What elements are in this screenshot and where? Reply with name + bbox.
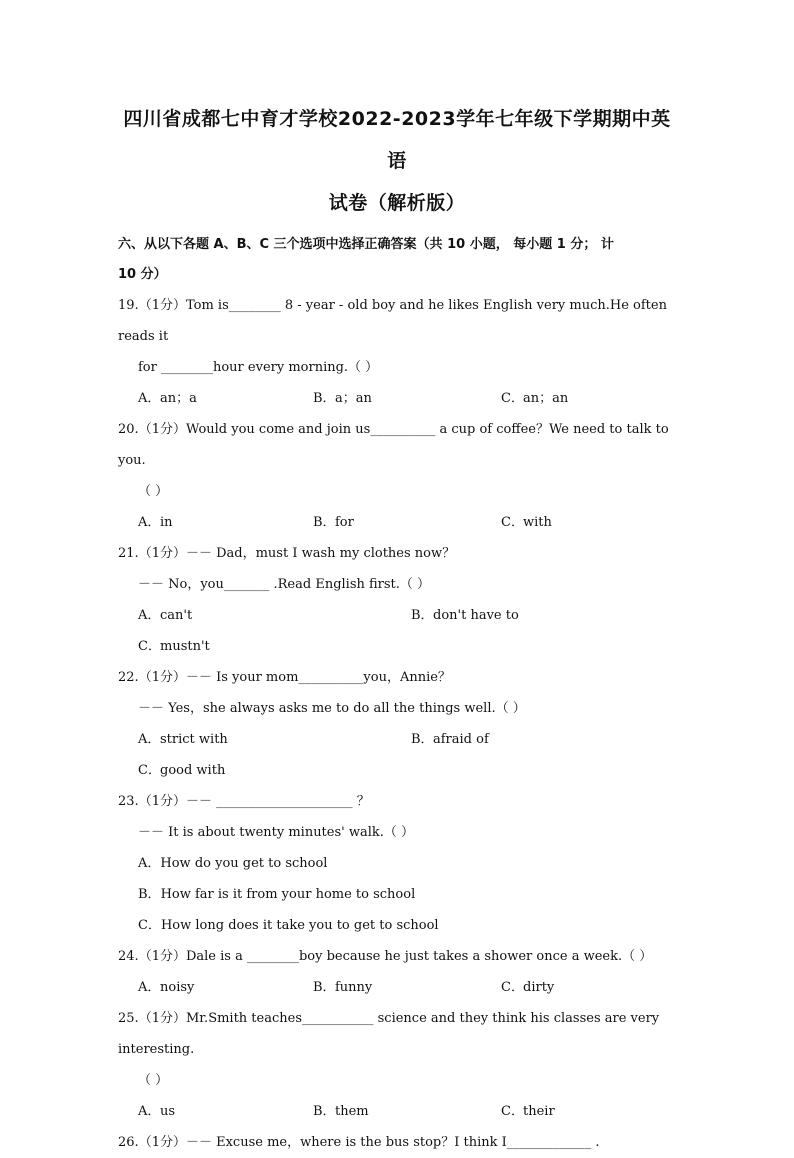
option-text: noisy (160, 980, 195, 995)
options-row (118, 507, 676, 538)
option-text: can't (160, 608, 193, 623)
question-number: 22. (118, 670, 139, 685)
option-c (118, 631, 676, 662)
option-text: How do you get to school (160, 856, 328, 871)
option-text: a；an (335, 391, 372, 406)
option-a (138, 507, 313, 538)
question-stem (118, 290, 676, 352)
question-23 (118, 786, 676, 848)
question-dialogue-line: －－ No，you_______ .Read English first.（ ） (138, 577, 431, 592)
section-heading (118, 230, 676, 290)
options-row (118, 972, 676, 1003)
section-heading-line1: 六、从以下各题 A、B、C 三个选项中选择正确答案（共 10 小题， 每小题 1 分； 计 (118, 237, 614, 252)
option-key: C． (501, 391, 524, 406)
question-24 (118, 941, 676, 972)
options-row (118, 383, 676, 414)
question-dialogue-line: －－ It is about twenty minutes' walk.（ ） (138, 825, 415, 840)
option-key: A． (138, 608, 161, 623)
option-text: with (523, 515, 552, 530)
option-key: B． (313, 1104, 336, 1119)
question-25 (118, 1003, 676, 1096)
option-text: good with (160, 763, 226, 778)
question-stem (118, 786, 676, 817)
question-text: （1分）Tom is________ 8 - year - old boy and he likes English very much.He often reads it (118, 298, 667, 344)
option-key: A． (138, 515, 161, 530)
question-text: （1分）Would you come and join us__________ a cup of coffee？We need to talk to you. (118, 422, 669, 468)
option-text: us (160, 1104, 176, 1119)
option-key: A． (138, 856, 161, 871)
option-c (501, 1096, 555, 1127)
option-b (313, 383, 501, 414)
option-key: B． (138, 887, 161, 902)
option-a (138, 383, 313, 414)
options-row (118, 600, 676, 631)
option-c (501, 972, 554, 1003)
option-text: funny (335, 980, 373, 995)
question-text-continued: （ ） (138, 1073, 169, 1088)
option-text: them (335, 1104, 369, 1119)
question-text: （1分）Mr.Smith teaches___________ science and they think his classes are very interesting. (118, 1011, 660, 1057)
option-a (118, 848, 676, 879)
question-stem (118, 1003, 676, 1065)
question-text: （1分）－－ Dad，must I wash my clothes now？ (138, 546, 456, 561)
question-number: 20. (118, 422, 139, 437)
option-b (411, 724, 489, 755)
option-text: their (523, 1104, 555, 1119)
option-b (313, 972, 501, 1003)
question-text: （1分）－－ Excuse me，where is the bus stop？I think I_____________ . (138, 1135, 600, 1150)
question-21 (118, 538, 676, 600)
question-stem (118, 414, 676, 476)
option-text: an；an (523, 391, 569, 406)
question-number: 21. (118, 546, 139, 561)
option-key: B． (411, 732, 434, 747)
option-key: C． (138, 918, 161, 933)
section-heading-line2: 10 分） (118, 267, 167, 282)
option-key: A． (138, 391, 161, 406)
option-c (501, 383, 568, 414)
option-key: C． (501, 1104, 524, 1119)
title-block (118, 0, 676, 224)
option-b (411, 600, 519, 631)
question-text: （1分）Dale is a ________boy because he just takes a shower once a week.（ ） (138, 949, 653, 964)
option-text: mustn't (160, 639, 210, 654)
option-text: an；a (160, 391, 197, 406)
option-b (313, 1096, 501, 1127)
option-b (313, 507, 501, 538)
option-text: How far is it from your home to school (160, 887, 416, 902)
option-key: C． (138, 763, 161, 778)
option-c (118, 755, 676, 786)
option-a (138, 1096, 313, 1127)
question-dialogue-line: －－ Yes，she always asks me to do all the things well.（ ） (138, 701, 526, 716)
option-text: afraid of (433, 732, 489, 747)
option-key: B． (313, 980, 336, 995)
question-text: （1分）－－ Is your mom__________you，Annie？ (138, 670, 451, 685)
question-number: 23. (118, 794, 139, 809)
option-a (138, 972, 313, 1003)
options-row (118, 1096, 676, 1127)
question-20 (118, 414, 676, 507)
question-stem (118, 538, 676, 569)
option-key: C． (501, 515, 524, 530)
question-text-continued: （ ） (138, 484, 169, 499)
question-stem (118, 662, 676, 693)
page-title-continued: 试卷（解析版） (328, 192, 466, 214)
option-text: in (160, 515, 173, 530)
option-key: A． (138, 1104, 161, 1119)
option-key: C． (138, 639, 161, 654)
option-text: for (335, 515, 354, 530)
option-text: don't have to (433, 608, 519, 623)
page-title: 四川省成都七中育才学校2022-2023学年七年级下学期期中英语 (123, 108, 671, 172)
question-26 (118, 1127, 676, 1158)
option-key: A． (138, 980, 161, 995)
question-stem (118, 941, 676, 972)
option-key: B． (313, 391, 336, 406)
options-row (118, 724, 676, 755)
question-number: 25. (118, 1011, 139, 1026)
question-text: （1分）－－ _____________________ ？ (138, 794, 370, 809)
option-b (118, 879, 676, 910)
question-number: 24. (118, 949, 139, 964)
option-a (138, 724, 411, 755)
option-key: C． (501, 980, 524, 995)
question-stem (118, 1127, 676, 1158)
option-a (138, 600, 411, 631)
question-22 (118, 662, 676, 724)
option-text: dirty (523, 980, 555, 995)
option-key: B． (411, 608, 434, 623)
question-19 (118, 290, 676, 383)
option-key: B． (313, 515, 336, 530)
question-number: 26. (118, 1135, 139, 1150)
option-text: How long does it take you to get to school (160, 918, 439, 933)
question-number: 19. (118, 298, 139, 313)
option-key: A． (138, 732, 161, 747)
option-c (501, 507, 552, 538)
question-text-continued: for ________hour every morning.（ ） (138, 360, 379, 375)
option-text: strict with (160, 732, 228, 747)
option-c (118, 910, 676, 941)
